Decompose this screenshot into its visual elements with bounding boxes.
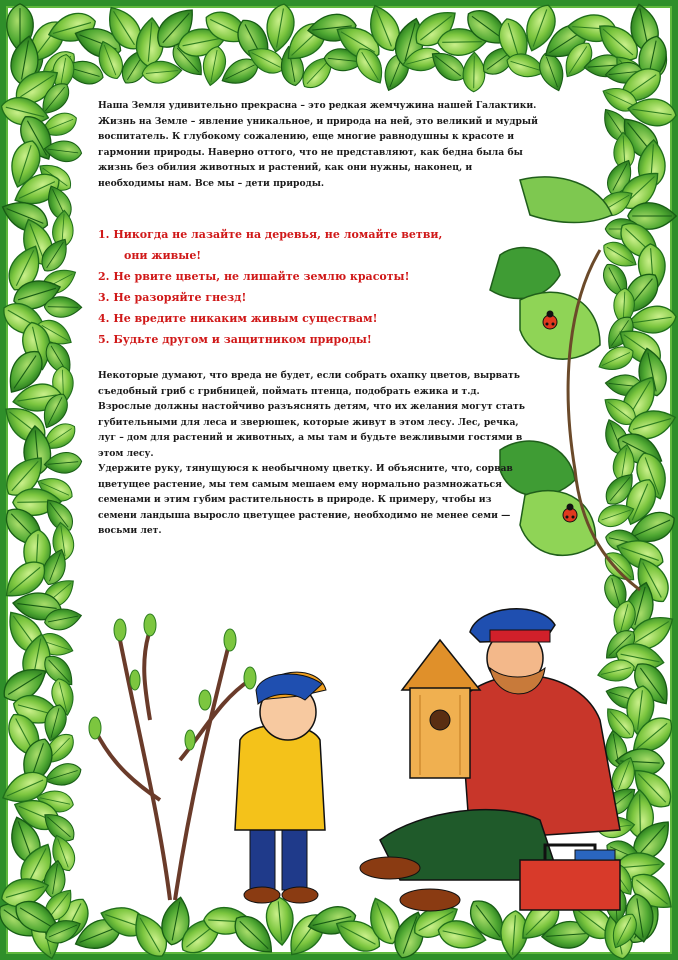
bush <box>95 630 250 900</box>
rule-3: 3. Не разоряйте гнезд! <box>98 291 247 304</box>
advice-paragraph-1: Некоторые думают, что вреда не будет, если собрать охапку цветов, вырвать съедобный гриб с грибницей, поймать птенца, подобрать ежика и т.д. Взрослые должны настойчиво разъяснять детям, что их желания могут стать губительными для леса и зверюшек, которые живут в этом лесу. Лес, речка, луг – дом для растений и животных, а мы там и будьте вежливыми гостями в этом лесу. <box>98 370 525 459</box>
rule-5: 5. Будьте другом и защитником природы! <box>98 333 372 346</box>
birdhouse-icon <box>402 640 480 778</box>
nature-rules-list <box>98 224 518 350</box>
rule-4: 4. Не вредите никаким живым существам! <box>98 312 378 325</box>
rule-2: 2. Не рвите цветы, не лишайте землю красоты! <box>98 270 410 283</box>
boy <box>235 672 326 903</box>
rule-1: 1. Никогда не лазайте на деревья, не ломайте ветви, <box>98 228 443 241</box>
intro-paragraph: Наша Земля удивительно прекрасна – это редкая жемчужина нашей Галактики. Жизнь на Земле – явление уникальное, и природа на ней, это великий и мудрый воспитатель. К глубокому сожалению, еще многие равнодушны к красоте и гармонии природы. Наверно оттого, что не представляют, как бедна была бы жизнь без обилия животных и растений, как они нужны, наконец, и необходимы нам. Все мы – дети природы. <box>98 100 538 189</box>
rule-1-continued: они живые! <box>124 249 202 262</box>
advice-paragraph-2: Удержите руку, тянущуюся к необычному цветку. И объясните, что, сорвав цветущее растение, мы тем самым мешаем ему нормально размножаться семенами и этим губим растительность в природе. К примеру, чтобы из семени ландыша выросло цветущее растение, необходимо не менее семи — восьми лет. <box>98 463 513 536</box>
advice-paragraphs <box>98 368 530 539</box>
